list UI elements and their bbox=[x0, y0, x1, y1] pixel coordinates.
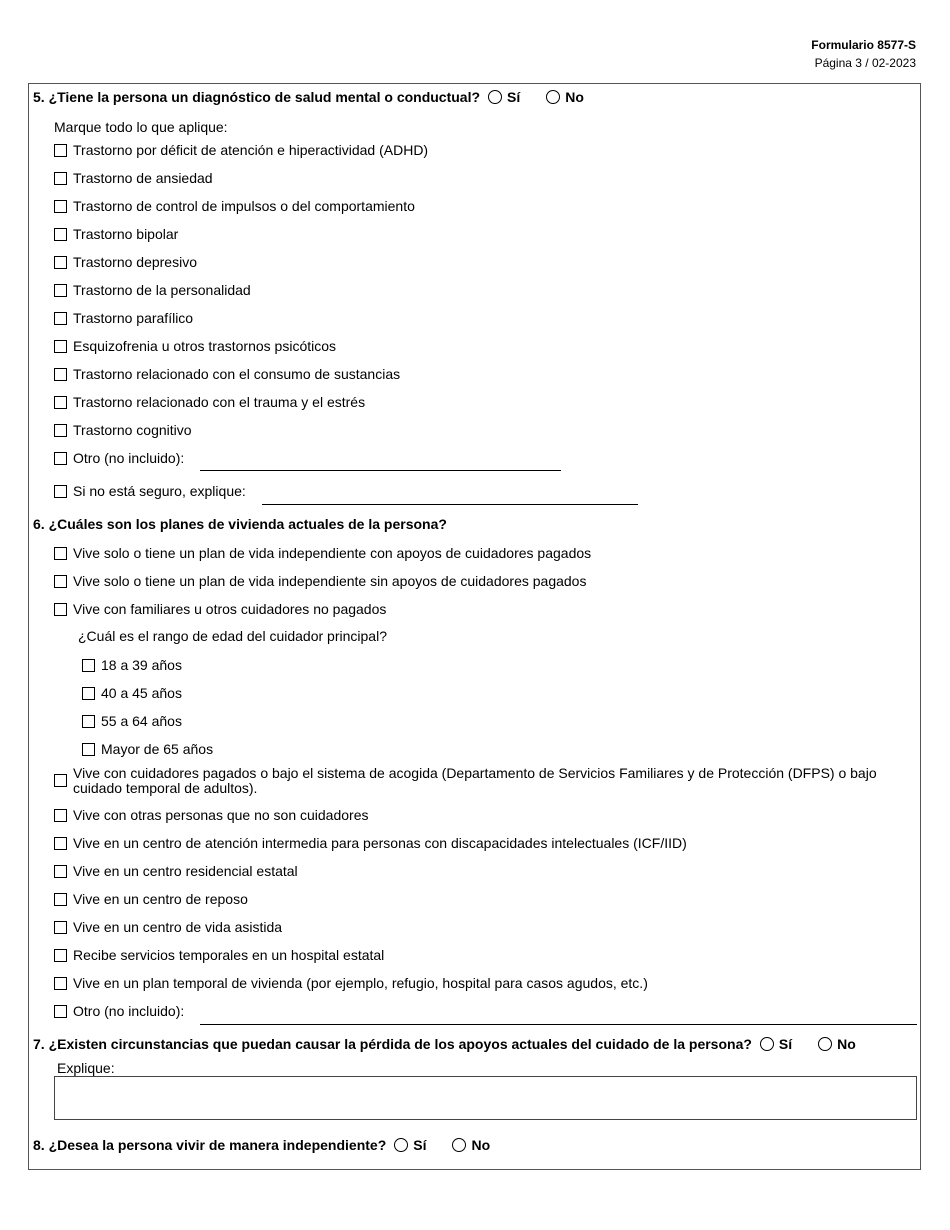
checkbox[interactable] bbox=[54, 603, 67, 616]
q6-option[interactable]: Vive en un plan temporal de vivienda (por ejemplo, refugio, hospital para casos agudos, etc.) bbox=[54, 975, 648, 991]
question-5 bbox=[33, 89, 584, 105]
q7-yes-label: Sí bbox=[778, 1036, 793, 1052]
q6-option[interactable]: Vive en un centro de reposo bbox=[54, 891, 248, 907]
checkbox[interactable] bbox=[54, 256, 67, 269]
q8-yes-radio[interactable] bbox=[394, 1138, 408, 1152]
checkbox[interactable] bbox=[54, 809, 67, 822]
q5-option[interactable]: Trastorno cognitivo bbox=[54, 422, 192, 438]
q5-option[interactable]: Trastorno depresivo bbox=[54, 254, 197, 270]
q5-yes-radio[interactable] bbox=[488, 90, 502, 104]
checkbox[interactable] bbox=[54, 396, 67, 409]
checkbox[interactable] bbox=[54, 575, 67, 588]
q5-instruction: Marque todo lo que aplique: bbox=[54, 119, 228, 135]
q5-option[interactable]: Trastorno de ansiedad bbox=[54, 170, 213, 186]
question-5-text: 5. ¿Tiene la persona un diagnóstico de salud mental o conductual? bbox=[33, 89, 481, 105]
q5-option[interactable]: Trastorno relacionado con el consumo de sustancias bbox=[54, 366, 400, 382]
q5-option[interactable]: Trastorno de la personalidad bbox=[54, 282, 251, 298]
checkbox[interactable] bbox=[82, 687, 95, 700]
q7-no-radio[interactable] bbox=[818, 1037, 832, 1051]
q6-option[interactable]: Vive en un centro residencial estatal bbox=[54, 863, 298, 879]
q5-unsure-input-line[interactable] bbox=[262, 504, 638, 505]
checkbox[interactable] bbox=[54, 312, 67, 325]
q6-option-other[interactable]: Otro (no incluido): bbox=[54, 1003, 184, 1019]
checkbox[interactable] bbox=[54, 865, 67, 878]
checkbox[interactable] bbox=[82, 659, 95, 672]
checkbox[interactable] bbox=[54, 284, 67, 297]
q5-option[interactable]: Trastorno bipolar bbox=[54, 226, 178, 242]
q6-option[interactable]: Vive solo o tiene un plan de vida independiente con apoyos de cuidadores pagados bbox=[54, 545, 591, 561]
q7-explain-textbox[interactable] bbox=[54, 1076, 917, 1120]
question-8-text: 8. ¿Desea la persona vivir de manera independiente? bbox=[33, 1137, 387, 1153]
checkbox[interactable] bbox=[54, 921, 67, 934]
q5-no-label: No bbox=[565, 89, 584, 105]
checkbox[interactable] bbox=[54, 144, 67, 157]
checkbox[interactable] bbox=[54, 949, 67, 962]
checkbox[interactable] bbox=[54, 1005, 67, 1018]
q5-yes-label: Sí bbox=[507, 89, 521, 105]
q5-option[interactable]: Trastorno por déficit de atención e hiperactividad (ADHD) bbox=[54, 142, 428, 158]
checkbox[interactable] bbox=[54, 893, 67, 906]
q8-no-label: No bbox=[471, 1137, 491, 1153]
question-6-text: 6. ¿Cuáles son los planes de vivienda actuales de la persona? bbox=[33, 516, 447, 532]
q8-no-radio[interactable] bbox=[452, 1138, 466, 1152]
q6-age-option[interactable]: 55 a 64 años bbox=[82, 713, 182, 729]
question-8 bbox=[33, 1137, 490, 1153]
q6-age-option[interactable]: 40 a 45 años bbox=[82, 685, 182, 701]
q6-age-question: ¿Cuál es el rango de edad del cuidador principal? bbox=[78, 628, 387, 644]
q5-option[interactable]: Trastorno parafílico bbox=[54, 310, 193, 326]
q6-other-input-line[interactable] bbox=[200, 1024, 917, 1025]
q7-yes-radio[interactable] bbox=[760, 1037, 774, 1051]
checkbox[interactable] bbox=[82, 715, 95, 728]
q6-option[interactable]: Vive solo o tiene un plan de vida independiente sin apoyos de cuidadores pagados bbox=[54, 573, 586, 589]
checkbox[interactable] bbox=[54, 368, 67, 381]
q5-option-unsure[interactable]: Si no está seguro, explique: bbox=[54, 483, 246, 499]
checkbox[interactable] bbox=[54, 547, 67, 560]
checkbox[interactable] bbox=[54, 200, 67, 213]
checkbox[interactable] bbox=[54, 172, 67, 185]
q6-option[interactable]: Vive con otras personas que no son cuidadores bbox=[54, 807, 369, 823]
q6-option[interactable]: Vive en un centro de atención intermedia para personas con discapacidades intelectuales (ICF/IID) bbox=[54, 835, 687, 851]
q7-no-label: No bbox=[837, 1036, 856, 1052]
q5-no-radio[interactable] bbox=[546, 90, 560, 104]
q5-option[interactable]: Trastorno relacionado con el trauma y el estrés bbox=[54, 394, 365, 410]
q5-option-other[interactable]: Otro (no incluido): bbox=[54, 450, 184, 466]
page-number: Página 3 / 02-2023 bbox=[814, 56, 916, 70]
form-number: Formulario 8577-S bbox=[811, 38, 916, 52]
checkbox[interactable] bbox=[54, 228, 67, 241]
checkbox[interactable] bbox=[54, 424, 67, 437]
question-7 bbox=[33, 1036, 856, 1052]
q6-option[interactable]: Vive en un centro de vida asistida bbox=[54, 919, 282, 935]
q8-yes-label: Sí bbox=[413, 1137, 427, 1153]
checkbox[interactable] bbox=[54, 977, 67, 990]
q6-option[interactable]: Vive con cuidadores pagados o bajo el sistema de acogida (Departamento de Servicios Familiares y de Protección (DFPS) o bajo cuidado temporal de adultos). bbox=[54, 766, 889, 796]
q5-option[interactable]: Trastorno de control de impulsos o del comportamiento bbox=[54, 198, 415, 214]
checkbox[interactable] bbox=[54, 340, 67, 353]
checkbox[interactable] bbox=[54, 774, 67, 787]
q7-explain-label: Explique: bbox=[57, 1060, 115, 1076]
question-7-text: 7. ¿Existen circunstancias que puedan causar la pérdida de los apoyos actuales del cuidado de la persona? bbox=[33, 1036, 752, 1052]
checkbox[interactable] bbox=[54, 452, 67, 465]
q6-age-option[interactable]: Mayor de 65 años bbox=[82, 741, 213, 757]
checkbox[interactable] bbox=[54, 837, 67, 850]
checkbox[interactable] bbox=[82, 743, 95, 756]
q5-option[interactable]: Esquizofrenia u otros trastornos psicóticos bbox=[54, 338, 336, 354]
q6-option[interactable]: Recibe servicios temporales en un hospital estatal bbox=[54, 947, 384, 963]
q6-age-option[interactable]: 18 a 39 años bbox=[82, 657, 182, 673]
checkbox[interactable] bbox=[54, 485, 67, 498]
q6-option[interactable]: Vive con familiares u otros cuidadores no pagados bbox=[54, 601, 386, 617]
q5-other-input-line[interactable] bbox=[200, 470, 561, 471]
